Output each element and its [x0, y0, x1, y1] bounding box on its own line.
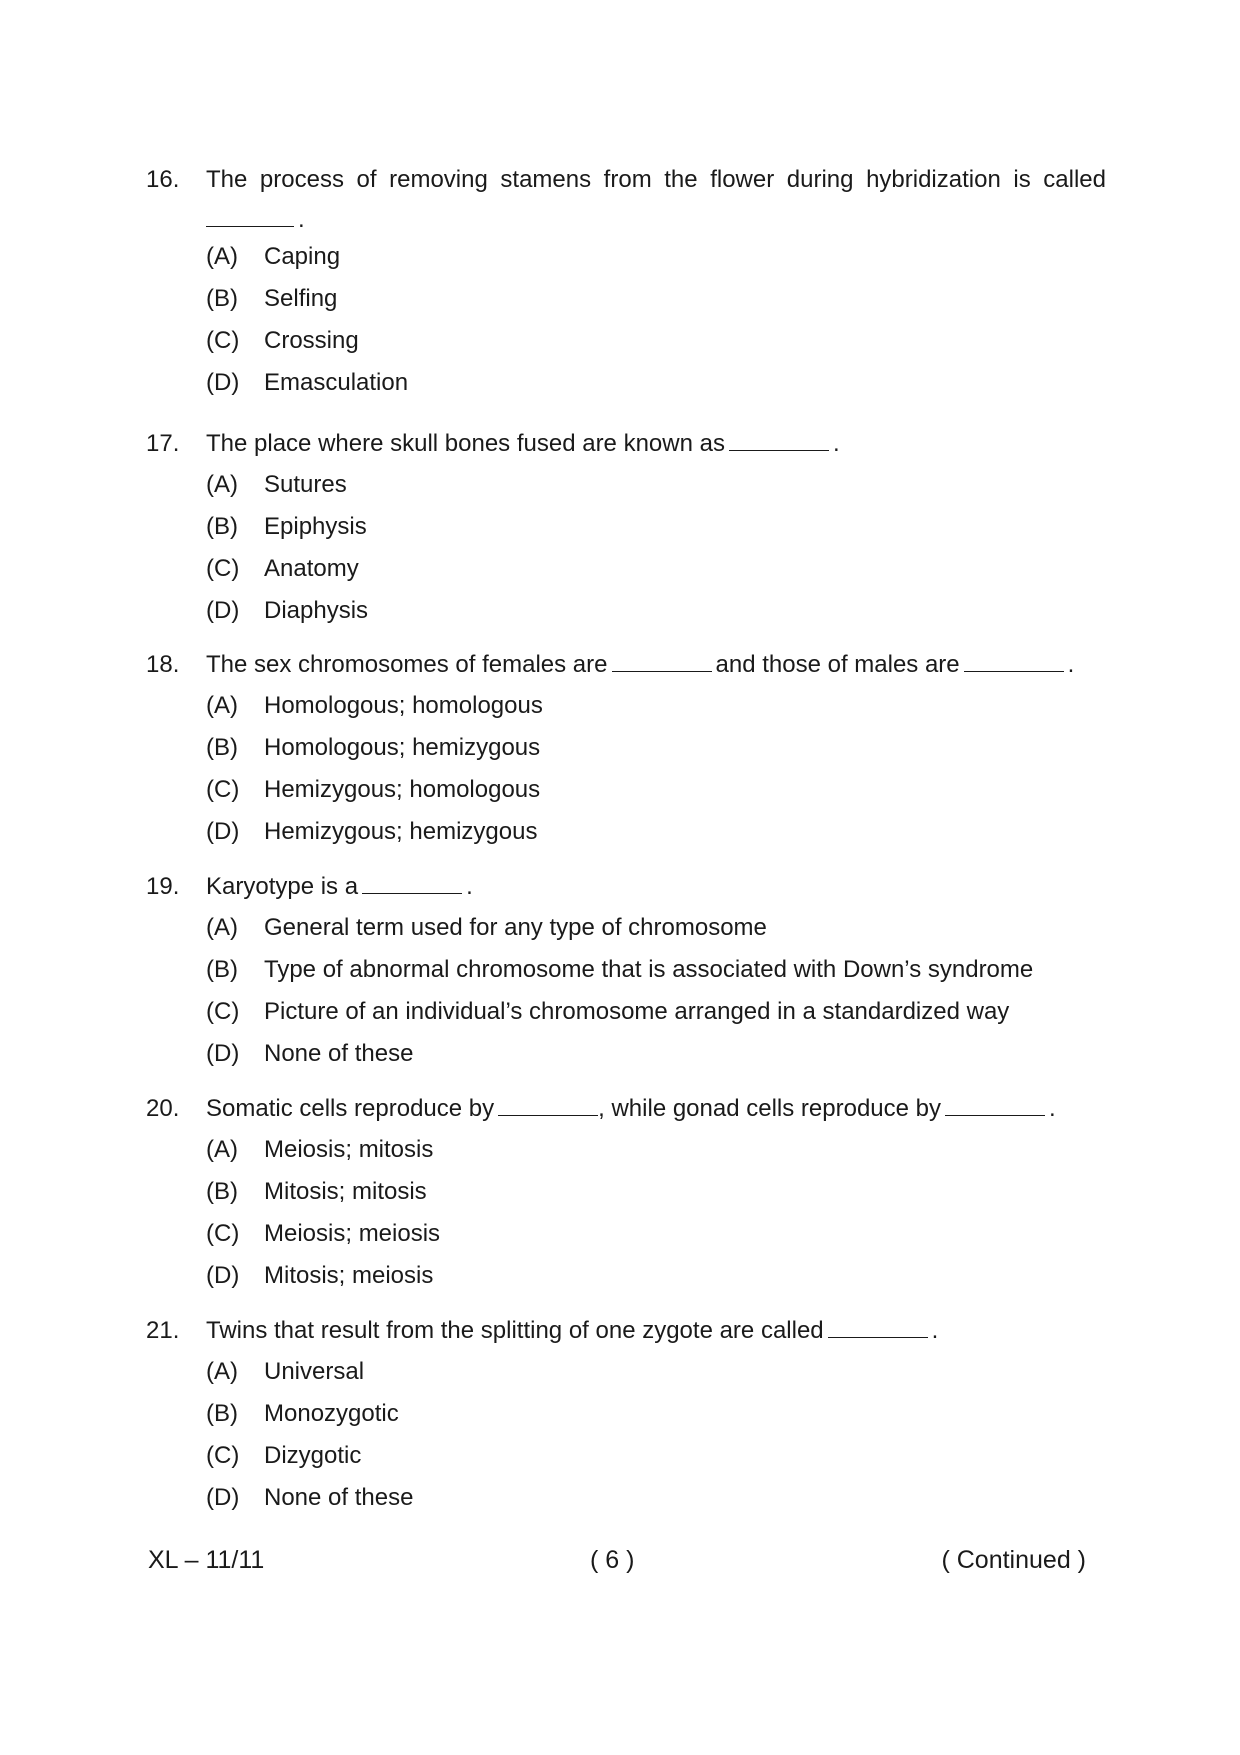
option-text: Mitosis; meiosis: [264, 1262, 434, 1289]
question-16: [146, 160, 1106, 404]
question-end-punctuation: .: [298, 206, 305, 233]
option-text: Meiosis; meiosis: [264, 1220, 441, 1247]
option-c: [146, 991, 1106, 1033]
option-letter: (A): [206, 1358, 238, 1385]
option-text: Crossing: [264, 327, 359, 354]
option-text: Mitosis; mitosis: [264, 1178, 427, 1205]
option-c: [146, 548, 1106, 590]
option-letter: (C): [206, 555, 240, 582]
option-b: [146, 278, 1106, 320]
option-text: Type of abnormal chromosome that is associated with Down’s syndrome: [264, 956, 1034, 983]
option-text: Universal: [264, 1358, 365, 1385]
question-number: 17.: [146, 430, 180, 457]
question-stem: [146, 1089, 1106, 1129]
question-end-punctuation: .: [832, 430, 840, 457]
option-text: Hemizygous; homologous: [264, 776, 541, 803]
question-number: 20.: [146, 1095, 180, 1122]
option-text: Homologous; hemizygous: [264, 734, 541, 761]
option-a: [146, 1351, 1106, 1393]
question-17: [146, 424, 1106, 632]
option-letter: (D): [206, 818, 240, 845]
option-text: Homologous; homologous: [264, 692, 543, 719]
answer-blank-2: [964, 645, 1064, 672]
question-19: [146, 867, 1106, 1075]
answer-blank-2: [945, 1089, 1045, 1116]
option-c: [146, 1435, 1106, 1477]
question-stem-continuation: [146, 200, 1106, 236]
question-text: Somatic cells reproduce by: [206, 1095, 495, 1122]
option-d: [146, 811, 1106, 853]
page-number: ( 6 ): [590, 1546, 635, 1574]
answer-blank: [828, 1311, 928, 1338]
option-letter: (B): [206, 956, 238, 983]
option-text: Caping: [264, 243, 341, 270]
option-c: [146, 769, 1106, 811]
option-text: None of these: [264, 1484, 414, 1511]
option-a: [146, 685, 1106, 727]
option-b: [146, 1171, 1106, 1213]
option-c: [146, 1213, 1106, 1255]
option-text: Selfing: [264, 285, 338, 312]
option-a: [146, 464, 1106, 506]
question-stem: [146, 645, 1106, 685]
option-text: Hemizygous; hemizygous: [264, 818, 538, 845]
option-letter: (D): [206, 369, 240, 396]
option-letter: (D): [206, 1040, 240, 1067]
answer-blank-1: [612, 645, 712, 672]
paper-code: XL – 11/11: [148, 1546, 265, 1574]
question-text: The place where skull bones fused are known as: [206, 430, 725, 457]
option-letter: (A): [206, 471, 238, 498]
option-d: [146, 362, 1106, 404]
option-letter: (D): [206, 1262, 240, 1289]
option-letter: (A): [206, 914, 238, 941]
option-text: Monozygotic: [264, 1400, 399, 1427]
answer-blank: [729, 424, 829, 451]
option-text: Sutures: [264, 471, 347, 498]
option-a: [146, 907, 1106, 949]
question-text-middle: and those of males are: [715, 651, 960, 678]
question-end-punctuation: .: [466, 873, 473, 900]
option-b: [146, 1393, 1106, 1435]
option-text: Meiosis; mitosis: [264, 1136, 434, 1163]
question-number: 21.: [146, 1317, 180, 1344]
option-a: [146, 236, 1106, 278]
option-letter: (D): [206, 1484, 240, 1511]
option-d: [146, 590, 1106, 632]
option-text: Picture of an individual’s chromosome arranged in a standardized way: [264, 998, 1010, 1025]
option-text: Diaphysis: [264, 597, 369, 624]
question-number: 16.: [146, 166, 180, 193]
option-b: [146, 727, 1106, 769]
continued-label: ( Continued ): [941, 1546, 1086, 1574]
question-18: [146, 645, 1106, 853]
option-letter: (C): [206, 776, 240, 803]
answer-blank-1: [498, 1089, 598, 1116]
question-text-middle: , while gonad cells reproduce by: [598, 1095, 942, 1122]
question-stem: [146, 424, 1106, 464]
option-text: Dizygotic: [264, 1442, 362, 1469]
option-text: Emasculation: [264, 369, 409, 396]
question-end-punctuation: .: [1067, 651, 1075, 678]
page-footer: [146, 1540, 1086, 1580]
option-d: [146, 1477, 1106, 1519]
question-stem: [146, 160, 1106, 200]
option-letter: (D): [206, 597, 240, 624]
question-end-punctuation: .: [931, 1317, 939, 1344]
question-21: [146, 1311, 1106, 1519]
question-text: Karyotype is a: [206, 873, 359, 900]
option-letter: (C): [206, 998, 240, 1025]
option-text: Epiphysis: [264, 513, 367, 540]
question-end-punctuation: .: [1049, 1095, 1056, 1122]
question-number: 18.: [146, 651, 180, 678]
option-letter: (B): [206, 734, 238, 761]
question-text: Twins that result from the splitting of one zygote are called: [206, 1317, 824, 1344]
option-text: Anatomy: [264, 555, 359, 582]
option-letter: (A): [206, 243, 238, 270]
option-text: None of these: [264, 1040, 414, 1067]
question-text: The sex chromosomes of females are: [206, 651, 608, 678]
answer-blank: [362, 867, 462, 894]
option-letter: (B): [206, 285, 238, 312]
question-stem: [146, 1311, 1106, 1351]
question-number: 19.: [146, 873, 180, 900]
question-text: The process of removing stamens from the flower during hybridization is called: [206, 166, 1106, 193]
answer-blank: [206, 204, 294, 227]
option-letter: (B): [206, 513, 238, 540]
option-letter: (B): [206, 1400, 238, 1427]
option-letter: (A): [206, 1136, 238, 1163]
option-b: [146, 506, 1106, 548]
option-c: [146, 320, 1106, 362]
option-letter: (C): [206, 1220, 240, 1247]
question-stem: [146, 867, 1106, 907]
option-letter: (C): [206, 1442, 240, 1469]
option-b: [146, 949, 1106, 991]
option-d: [146, 1255, 1106, 1297]
option-a: [146, 1129, 1106, 1171]
option-letter: (A): [206, 692, 238, 719]
option-text: General term used for any type of chromosome: [264, 914, 767, 941]
option-d: [146, 1033, 1106, 1075]
option-letter: (C): [206, 327, 240, 354]
question-20: [146, 1089, 1106, 1297]
option-letter: (B): [206, 1178, 238, 1205]
